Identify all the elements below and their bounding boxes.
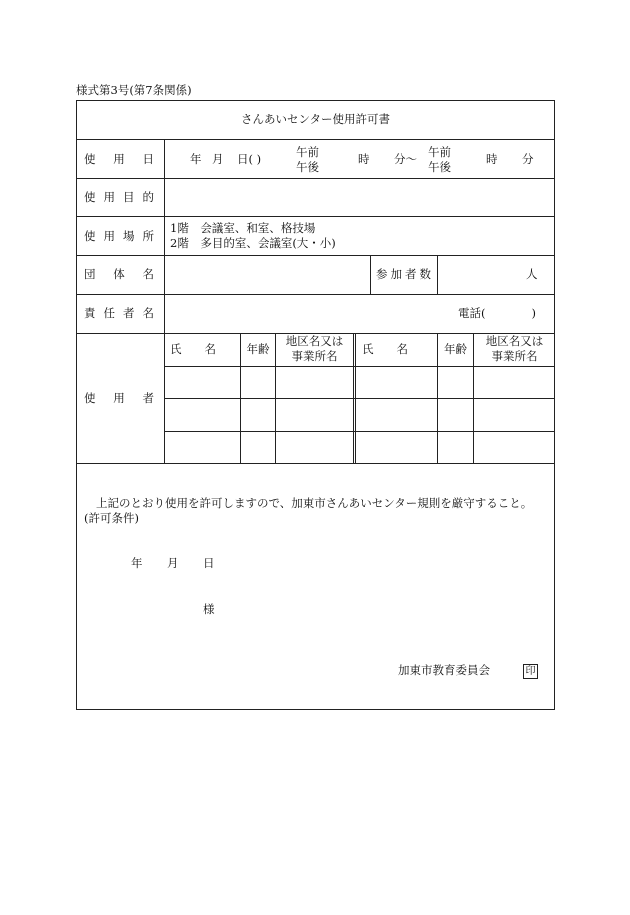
users-col-divider: [355, 333, 356, 463]
users-row-divider: [164, 398, 555, 399]
row-divider: [76, 216, 555, 217]
group-name-field[interactable]: [168, 257, 366, 291]
header-age-right: 年齢: [444, 342, 467, 356]
users-col-divider: [353, 333, 354, 463]
row-divider: [76, 294, 555, 295]
issuer-name: 加東市教育委員会: [398, 663, 490, 677]
responsible-label: [84, 307, 154, 320]
location-label-text: 使 用 場 所: [84, 229, 154, 243]
use-date-month: 月: [212, 152, 224, 166]
users-label-text: 使 用 者: [84, 391, 154, 405]
row-divider: [76, 139, 555, 140]
row-divider: [76, 255, 555, 256]
location-line1: 1階 会議室、和室、格技場: [170, 221, 316, 235]
users-label: [84, 392, 154, 405]
participants-unit: 人: [526, 267, 538, 281]
use-date-label: [84, 153, 154, 166]
end-pm: 午後: [428, 160, 451, 174]
header-name-right: [362, 343, 432, 356]
end-hour: 時: [486, 152, 498, 166]
form-number: 様式第3号(第7条関係): [76, 83, 192, 97]
group-divider: [437, 255, 438, 294]
end-am: 午前: [428, 145, 451, 159]
addressee-suffix: 様: [203, 602, 215, 616]
form-title: さんあいセンター使用許可書: [240, 112, 391, 126]
group-label: [84, 268, 154, 281]
group-divider: [370, 255, 371, 294]
use-date-year: 年: [190, 152, 202, 166]
participants-label: [376, 268, 431, 281]
header-age-left: 年齢: [246, 342, 270, 356]
header-name-text: 氏 名: [170, 342, 216, 356]
phone-label: 電話( ): [458, 306, 536, 320]
header-district-left-1: 地区名又は: [285, 334, 344, 348]
header-district-right-1: 地区名又は: [485, 334, 544, 348]
users-row-divider: [164, 431, 555, 432]
location-line2: 2階 多目的室、会議室(大・小): [170, 236, 336, 250]
issue-month: 月: [167, 556, 179, 570]
issue-year: 年: [131, 556, 143, 570]
purpose-label: [84, 191, 154, 204]
header-district-right-2: 事業所名: [491, 349, 538, 363]
label-column-divider: [164, 139, 165, 463]
header-district-left-2: 事業所名: [291, 349, 338, 363]
end-minute: 分: [522, 152, 534, 166]
permit-conditions: (許可条件): [84, 511, 139, 525]
start-minute: 分〜: [394, 152, 417, 166]
location-label: [84, 230, 154, 243]
permit-notice: 上記のとおり使用を許可しますので、加東市さんあいセンター規則を厳守すること。: [96, 496, 533, 510]
purpose-field[interactable]: [170, 180, 550, 214]
row-divider: [76, 178, 555, 179]
header-name-text: 氏 名: [362, 342, 408, 356]
issue-day: 日: [203, 556, 215, 570]
start-hour: 時: [358, 152, 370, 166]
purpose-label-text: 使 用 目 的: [84, 190, 154, 204]
row-divider: [76, 463, 555, 464]
seal-mark: 印: [523, 664, 538, 679]
users-row-divider: [164, 366, 555, 367]
responsible-label-text: 責 任 者 名: [84, 306, 154, 320]
start-am: 午前: [296, 145, 319, 159]
start-pm: 午後: [296, 160, 319, 174]
use-date-label-text: 使 用 日: [84, 152, 154, 166]
participants-label-text: 参 加 者 数: [376, 267, 431, 281]
group-label-text: 団 体 名: [84, 267, 154, 281]
header-name-left: [170, 343, 234, 356]
use-date-day: 日( ): [237, 152, 262, 166]
